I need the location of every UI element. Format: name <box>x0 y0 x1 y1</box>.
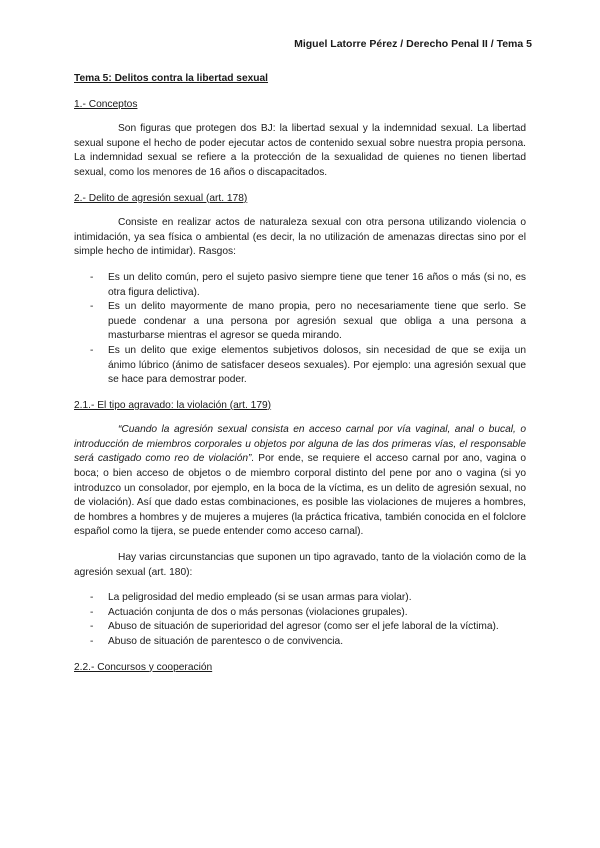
list-marker: - <box>90 344 94 356</box>
list-marker: - <box>90 301 94 313</box>
list-item: - La peligrosidad del medio empleado (si se usan armas para violar). <box>74 591 526 606</box>
section-heading-agresion-sexual: 2.- Delito de agresión sexual (art. 178) <box>74 192 248 204</box>
list-marker: - <box>90 621 94 633</box>
paragraph-agresion-sexual: Consiste en realizar actos de naturaleza sexual con otra persona utilizando violencia o intimidación, ya sea física o ambiental (es decir, la no utilización de amenazas directas sino por el simple hecho de intimidar). Rasgos: <box>74 217 526 258</box>
list-marker: - <box>90 271 94 283</box>
section-heading-violacion: 2.1.- El tipo agravado: la violación (art. 179) <box>74 399 272 411</box>
list-marker: - <box>90 636 94 647</box>
list-item: - Actuación conjunta de dos o más personas (violaciones grupales). <box>74 606 526 621</box>
quote-commentary: Por ende, se requiere el acceso carnal por ano, vagina o boca; o bien acceso de objetos o de miembro corporal distinto del pene por ano o vagina (si yo introduzco un consolador, por ejemplo, en la boca de la víctima, es un delito de agresión sexual, no de violación). Así que dado estas combinaciones, es posible las violaciones de mujeres a hombres, de hombres a hombres y de mujeres a mujeres (la práctica fricativa, también conocida en el folclore español como la tijera, se puede entender como acceso carnal). <box>74 453 526 538</box>
list-item: - Es un delito mayormente de mano propia, pero no necesariamente tiene que serlo. Se puede condenar a una persona por agresión sexual que obliga a una persona a masturbarse mientras el agresor se queda mirando. <box>90 301 526 342</box>
list-item: - Es un delito común, pero el sujeto pasivo siempre tiene que tener 16 años o más (si no, es otra figura delictiva). <box>90 271 526 298</box>
list-marker: - <box>90 592 94 604</box>
document-body <box>74 72 526 685</box>
list-item: - Abuso de situación de parentesco o de convivencia. <box>74 635 526 650</box>
document-title: Tema 5: Delitos contra la libertad sexual <box>74 73 269 84</box>
paragraph-tipo-agravado: Hay varias circunstancias que suponen un tipo agravado, tanto de la violación como de la agresión sexual (art. 180): <box>74 552 526 578</box>
list-marker: - <box>90 606 94 618</box>
paragraph-violacion <box>74 423 526 540</box>
page-header: Miguel Latorre Pérez / Derecho Penal II / Tema 5 <box>294 38 532 50</box>
agravantes-list <box>74 591 526 649</box>
section-heading-concursos: 2.2.- Concursos y cooperación <box>74 661 213 673</box>
paragraph-conceptos: Son figuras que protegen dos BJ: la libertad sexual y la indemnidad sexual. La libertad sexual supone el hecho de poder ejecutar actos de contenido sexual sobre nuestra propia persona. La indemnidad sexual se refiere a la protección de la sexualidad de quienes no tienen libertad sexual, como los menores de 16 años o discapacitados. <box>74 123 526 178</box>
rasgos-list <box>74 271 526 388</box>
list-item: - Abuso de situación de superioridad del agresor (como ser el jefe laboral de la víctima). <box>74 620 526 635</box>
section-heading-conceptos: 1.- Conceptos <box>74 98 138 110</box>
list-item: - Es un delito que exige elementos subjetivos dolosos, sin necesidad de que se exija un ánimo lúbrico (ánimo de satisfacer deseos sexuales). Por ejemplo: una agresión sexual que se hace para demostrar poder. <box>90 344 526 386</box>
legal-quote: “Cuando la agresión sexual consista en acceso carnal por vía vaginal, anal o bucal, o introducción de miembros corporales u objetos por alguna de las dos primeras vías, el responsable será castigado como reo de violación”. <box>74 424 526 465</box>
